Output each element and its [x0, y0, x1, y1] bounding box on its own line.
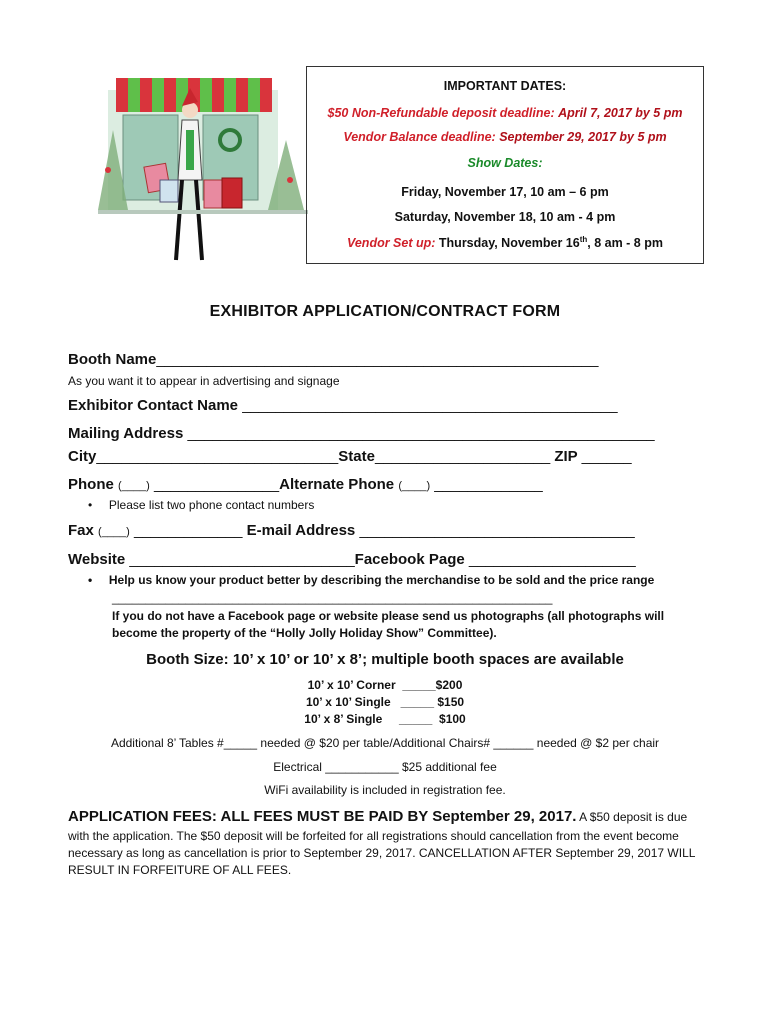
alt-phone-label: Alternate Phone [279, 476, 395, 493]
application-fees [68, 808, 708, 826]
booth-single-8: 10’ x 8’ Single _____ $100 [304, 712, 466, 726]
booth-name-field[interactable]: _____________________________________________________ [156, 351, 599, 368]
city-label: City [68, 448, 97, 465]
additional-tables-chairs: Additional 8’ Tables #_____ needed @ $20 per table/Additional Chairs# ______ needed @ $2 per chair [110, 736, 660, 750]
show-day-2: Saturday, November 18, 10 am - 4 pm [394, 210, 616, 224]
vendor-setup [307, 235, 703, 250]
website-label: Website [68, 551, 126, 568]
show-dates-heading: Show Dates: [467, 156, 543, 170]
mailing-address-label: Mailing Address [68, 425, 184, 442]
booth-single-10: 10’ x 10’ Single _____ $150 [305, 695, 465, 709]
balance-deadline-date: September 29, 2017 by 5 pm [499, 130, 667, 144]
phone-row [68, 476, 543, 493]
mailing-address-row [68, 425, 655, 442]
deposit-deadline [307, 106, 703, 120]
bullet-icon: • [88, 573, 109, 587]
deposit-deadline-label: $50 Non-Refundable deposit deadline: [327, 106, 555, 120]
phone-note: Please list two phone contact numbers [108, 498, 315, 512]
alt-phone-field[interactable]: _____________ [434, 476, 543, 493]
balance-deadline-label: Vendor Balance deadline: [343, 130, 496, 144]
facebook-label: Facebook Page [354, 551, 465, 568]
fees-inline-text: A $50 deposit is due [576, 810, 688, 824]
photo-note: If you do not have a Facebook page or website please send us photographs (all photographs will become the property of the “Holly Jolly Holiday Show” Committee). [112, 609, 665, 640]
website-field[interactable]: ___________________________ [129, 551, 355, 568]
vendor-setup-label: Vendor Set up: [346, 236, 436, 251]
fax-area-field[interactable]: (____) [98, 526, 130, 538]
booth-corner: 10’ x 10’ Corner _____$200 [307, 678, 463, 692]
booth-name-row [68, 351, 599, 368]
balance-deadline [307, 130, 703, 144]
wifi-note: WiFi availability is included in registration fee. [264, 783, 506, 797]
mailing-address-field[interactable]: ________________________________________________________ [187, 425, 655, 442]
city-state-zip-row [68, 448, 632, 465]
phone-field[interactable]: _______________ [153, 476, 280, 493]
important-dates-box [306, 66, 704, 264]
city-field[interactable]: _____________________________ [96, 448, 339, 465]
phone-label: Phone [68, 476, 114, 493]
holiday-shopper-illustration [78, 70, 308, 270]
booth-name-label: Booth Name [68, 351, 157, 368]
contact-name-row [68, 397, 618, 414]
merch-note: Help us know your product better by describing the merchandise to be sold and the price range [108, 573, 655, 587]
form-title: EXHIBITOR APPLICATION/CONTRACT FORM [209, 303, 561, 320]
alt-phone-area-field[interactable]: (____) [398, 480, 431, 492]
bullet-icon: • [88, 498, 109, 512]
fees-text: with the application. The $50 deposit will be forfeited for all registrations should cancellation from the event become necessary as long as cancellation is prior to September 29, 2017. CANCELLATION AFTER September 29, 2017 WILL RESULT IN FORFEITURE OF ALL FEES. [68, 829, 695, 877]
vendor-setup-time: , 8 am - 8 pm [587, 236, 663, 251]
important-dates-heading: IMPORTANT DATES: [443, 79, 567, 93]
electrical-fee: Electrical ___________ $25 additional fee [273, 760, 497, 774]
merch-note-item [88, 573, 654, 587]
booth-size-heading: Booth Size: 10’ x 10’ or 10’ x 8’; multiple booth spaces are available [146, 651, 624, 668]
contact-name-label: Exhibitor Contact Name [68, 397, 239, 414]
email-field[interactable]: _________________________________ [359, 522, 635, 539]
state-label: State [338, 448, 375, 465]
website-facebook-row [68, 551, 636, 568]
fax-label: Fax [68, 522, 94, 539]
vendor-setup-sup: th [579, 235, 588, 244]
deposit-deadline-date: April 7, 2017 by 5 pm [558, 106, 683, 120]
email-label: E-mail Address [246, 522, 356, 539]
zip-label: ZIP [554, 448, 578, 465]
facebook-field[interactable]: ____________________ [468, 551, 636, 568]
show-day-1: Friday, November 17, 10 am – 6 pm [401, 185, 609, 199]
contact-name-field[interactable]: _____________________________________________ [242, 397, 618, 414]
booth-name-hint: As you want it to appear in advertising and signage [68, 374, 340, 388]
vendor-setup-date: Thursday, November 16 [438, 236, 580, 251]
fees-heading: APPLICATION FEES: ALL FEES MUST BE PAID BY September 29, 2017. [68, 808, 577, 825]
phone-note-item [88, 498, 314, 512]
fax-email-row [68, 522, 635, 539]
phone-area-field[interactable]: (____) [118, 480, 150, 492]
zip-field[interactable]: ______ [581, 448, 632, 465]
merch-field[interactable]: __________________________________________________________________ [112, 591, 553, 605]
fax-field[interactable]: _____________ [134, 522, 243, 539]
state-field[interactable]: _____________________ [374, 448, 551, 465]
